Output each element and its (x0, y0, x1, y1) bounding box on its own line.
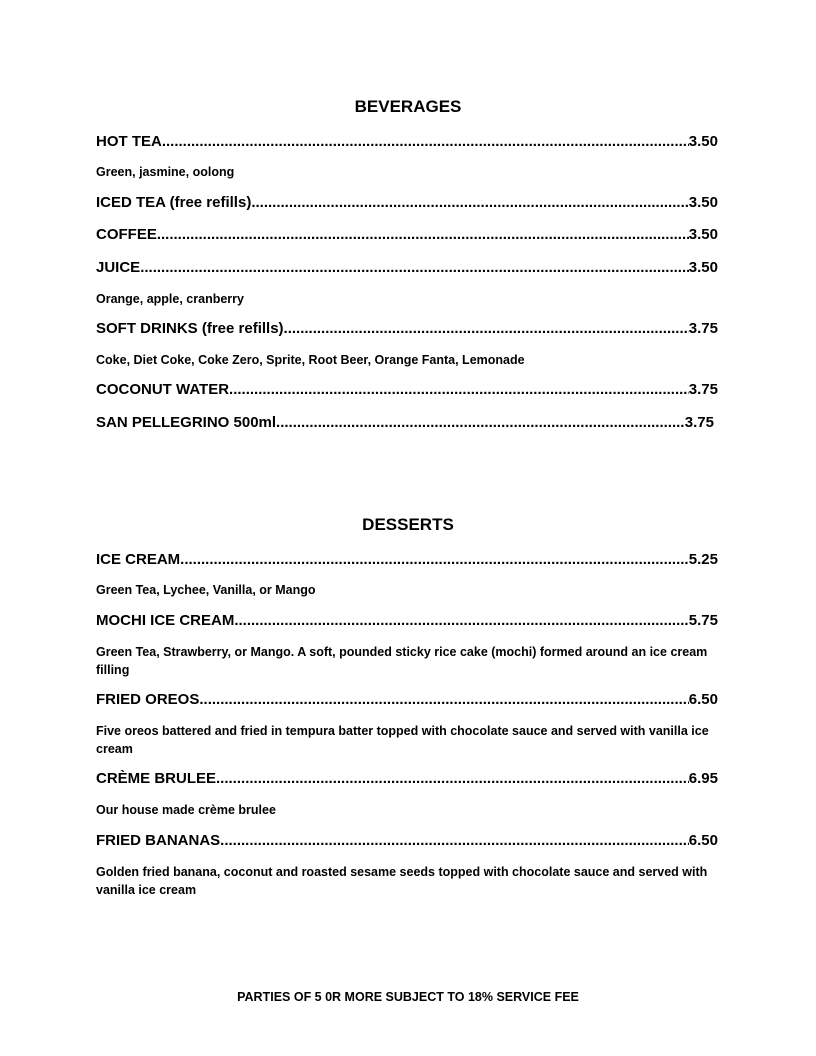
item-name: COCONUT WATER (96, 381, 230, 398)
leader-dots (140, 259, 689, 277)
item-description: Green Tea, Lychee, Vanilla, or Mango (96, 583, 316, 597)
item-description: Coke, Diet Coke, Coke Zero, Sprite, Root Beer, Orange Fanta, Lemonade (96, 353, 525, 367)
item-price: 6.50 (688, 691, 718, 708)
item-price: 3.75 (688, 320, 718, 337)
item-price: 3.50 (688, 194, 718, 211)
item-name: MOCHI ICE CREAM (96, 612, 235, 629)
leader-dots (199, 691, 688, 709)
menu-item-coconut-water (96, 381, 718, 399)
item-price: 6.95 (688, 770, 718, 787)
leader-dots (180, 551, 689, 569)
menu-item-soft-drinks (96, 320, 718, 338)
item-price: 3.75 (684, 414, 714, 431)
item-price: 5.75 (688, 612, 718, 629)
item-name: FRIED OREOS (96, 691, 200, 708)
leader-dots (284, 320, 689, 338)
menu-item-juice (96, 259, 718, 277)
item-price: 3.75 (688, 381, 718, 398)
item-name: FRIED BANANAS (96, 832, 221, 849)
desserts-title: DESSERTS (362, 515, 454, 534)
menu-item-creme-brulee (96, 770, 718, 788)
service-fee-notice: PARTIES OF 5 0R MORE SUBJECT TO 18% SERVICE FEE (237, 990, 579, 1004)
item-description: Golden fried banana, coconut and roasted sesame seeds topped with chocolate sauce and served with vanilla ice cream (96, 865, 708, 897)
item-price: 3.50 (688, 259, 718, 276)
menu-item-hot-tea (96, 133, 718, 151)
item-description: Orange, apple, cranberry (96, 292, 244, 306)
beverages-title: BEVERAGES (354, 97, 462, 116)
item-name: JUICE (96, 259, 141, 276)
item-description: Green Tea, Strawberry, or Mango. A soft, pounded sticky rice cake (mochi) formed around an ice cream filling (96, 645, 708, 677)
item-name: COFFEE (96, 226, 157, 243)
item-price: 5.25 (688, 551, 718, 568)
leader-dots (162, 133, 689, 151)
item-description: Our house made crème brulee (96, 803, 276, 817)
item-price: 3.50 (688, 133, 718, 150)
menu-item-coffee (96, 226, 718, 244)
item-name: HOT TEA (96, 133, 162, 150)
leader-dots (234, 612, 688, 630)
menu-item-iced-tea (96, 194, 718, 212)
item-name: SAN PELLEGRINO 500ml (96, 414, 277, 431)
item-name: SOFT DRINKS (free refills) (96, 320, 284, 337)
leader-dots (276, 414, 685, 432)
menu-item-ice-cream (96, 551, 718, 569)
leader-dots (251, 194, 688, 212)
menu-item-mochi-ice-cream (96, 612, 718, 630)
leader-dots (220, 832, 689, 850)
menu-item-fried-bananas (96, 832, 718, 850)
item-price: 6.50 (688, 832, 718, 849)
item-description: Five oreos battered and fried in tempura batter topped with chocolate sauce and served with vanilla ice cream (96, 724, 709, 756)
item-name: CRÈME BRULEE (96, 770, 217, 787)
leader-dots (216, 770, 689, 788)
item-name: ICED TEA (free refills) (96, 194, 252, 211)
menu-item-san-pellegrino (96, 414, 714, 432)
item-name: ICE CREAM (96, 551, 181, 568)
item-price: 3.50 (688, 226, 718, 243)
item-description: Green, jasmine, oolong (96, 165, 235, 179)
menu-item-fried-oreos (96, 691, 718, 709)
leader-dots (157, 226, 689, 244)
leader-dots (229, 381, 689, 399)
